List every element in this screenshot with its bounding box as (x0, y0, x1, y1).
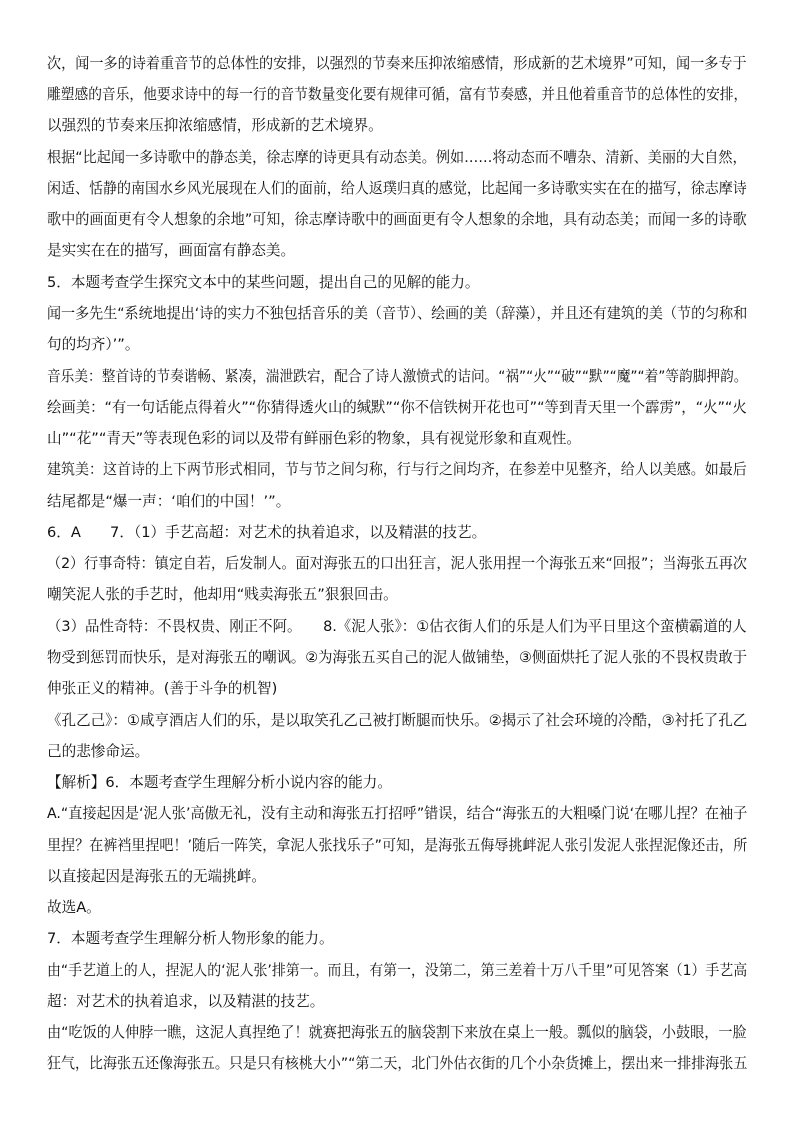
text-line: 音乐美：整首诗的节奏谐畅、紧凑，湍泄跌宕，配合了诗人激愤式的诘问。“祸”“火”“破”“默”“魔”“着”等韵脚押韵。 (47, 368, 748, 385)
text-line: 《孔乙己》：①咸亨酒店人们的乐，是以取笑孔乙己被打断腿而快乐。②揭示了社会环境的冷酷，③衬托了孔乙 (47, 712, 748, 729)
text-line: 超：对艺术的执着追求，以及精湛的技艺。 (47, 993, 325, 1010)
text-line: 根据“比起闻一多诗歌中的静态美，徐志摩的诗更具有动态美。例如……将动态而不嘈杂、清新、美丽的大自然， (47, 149, 747, 166)
text-line: 由“吃饭的人伸脖一瞧，这泥人真捏绝了！就赛把海张五的脑袋割下来放在桌上一般。瓢似的脑袋，小鼓眼，一脸 (47, 1024, 747, 1041)
text-line: 伸张正义的精神。(善于斗争的机智) (47, 680, 278, 697)
text-line: 闻一多先生“系统地提出‘诗的实力不独包括音乐的美（音节）、绘画的美（辞藻），并且还有建筑的美（节的匀称和 (47, 305, 748, 322)
text-line: （3）品性奇特：不畏权贵、刚正不阿。 8.《泥人张》：①估衣街人们的乐是人们为平日里这个蛮横霸道的人 (47, 618, 747, 635)
text-line: 7．本题考查学生理解分析人物形象的能力。 (47, 930, 334, 947)
text-line: 故选A。 (47, 899, 101, 916)
text-line: 里捏？在裤裆里捏吧！’随后一阵笑，拿泥人张找乐子”可知，是海张五侮辱挑衅泥人张引发泥人张捏泥像还击，所 (47, 837, 748, 854)
text-line: 【解析】6．本题考查学生理解分析小说内容的能力。 (47, 774, 392, 791)
text-line: 以直接起因是海张五的无端挑衅。 (47, 868, 266, 885)
text-line: 嘲笑泥人张的手艺时，他却用“贱卖海张五”狠狠回击。 (47, 586, 398, 603)
text-line: （2）行事奇特：镇定自若，后发制人。面对海张五的口出狂言，泥人张用捏一个海张五来“回报”；当海张五再次 (47, 555, 747, 572)
text-line: 以强烈的节奏来压抑浓缩感情，形成新的艺术境界。 (47, 117, 383, 134)
text-line: 建筑美：这首诗的上下两节形式相同，节与节之间匀称，行与行之间均齐，在参差中见整齐，给人以美感。如最后 (47, 461, 747, 478)
text-line: 狂气，比海张五还像海张五。只是只有核桃大小”“第二天，北门外估衣街的几个小杂货摊上，摆出来一排排海张五 (47, 1055, 748, 1072)
text-line: 物受到惩罚而快乐，是对海张五的嘲讽。②为海张五买自己的泥人做铺垫，③侧面烘托了泥人张的不畏权贵敢于 (47, 649, 748, 666)
text-line: 闲适、恬静的南国水乡风光展现在人们的面前，给人返璞归真的感觉，比起闻一多诗歌实实在在的描写，徐志摩诗 (47, 180, 747, 197)
text-line: 5．本题考查学生探究文本中的某些问题，提出自己的见解的能力。 (47, 274, 480, 291)
text-line: 由“手艺道上的人，捏泥人的‘泥人张’排第一。而且，有第一，没第二，第三差着十万八千里”可见答案（1）手艺高 (47, 962, 748, 979)
text-line: 己的悲惨命运。 (47, 743, 150, 760)
text-line: 歌中的画面更有令人想象的余地”可知，徐志摩诗歌中的画面更有令人想象的余地，具有动态美；而闻一多的诗歌 (47, 211, 747, 228)
text-line: 雕塑感的音乐，他要求诗中的每一行的音节数量变化要有规律可循，富有节奏感，并且他着重音节的总体性的安排， (47, 86, 748, 103)
text-line: 6．A 7．（1）手艺高超：对艺术的执着追求，以及精湛的技艺。 (47, 524, 487, 541)
text-line: A.“直接起因是‘泥人张’高傲无礼，没有主动和海张五打招呼”错误，结合“海张五的大粗嗓门说‘在哪儿捏？在袖子 (47, 805, 748, 822)
text-line: 句的均齐）’”。 (47, 336, 140, 353)
text-line: 山”“花”“青天”等表现色彩的词以及带有鲜丽色彩的物象，具有视觉形象和直观性。 (47, 430, 581, 447)
text-line: 是实实在在的描写，画面富有静态美。 (47, 242, 296, 259)
text-line: 绘画美：“有一句话能点得着火”“你猜得透火山的缄默”“你不信铁树开花也可”“等到青天里一个霹雳”，“火”“火 (47, 399, 747, 416)
text-line: 结尾都是“爆一声：‘咱们的中国！’”。 (47, 493, 291, 510)
text-line: 次，闻一多的诗着重音节的总体性的安排，以强烈的节奏来压抑浓缩感情，形成新的艺术境界”可知，闻一多专于 (47, 55, 747, 72)
